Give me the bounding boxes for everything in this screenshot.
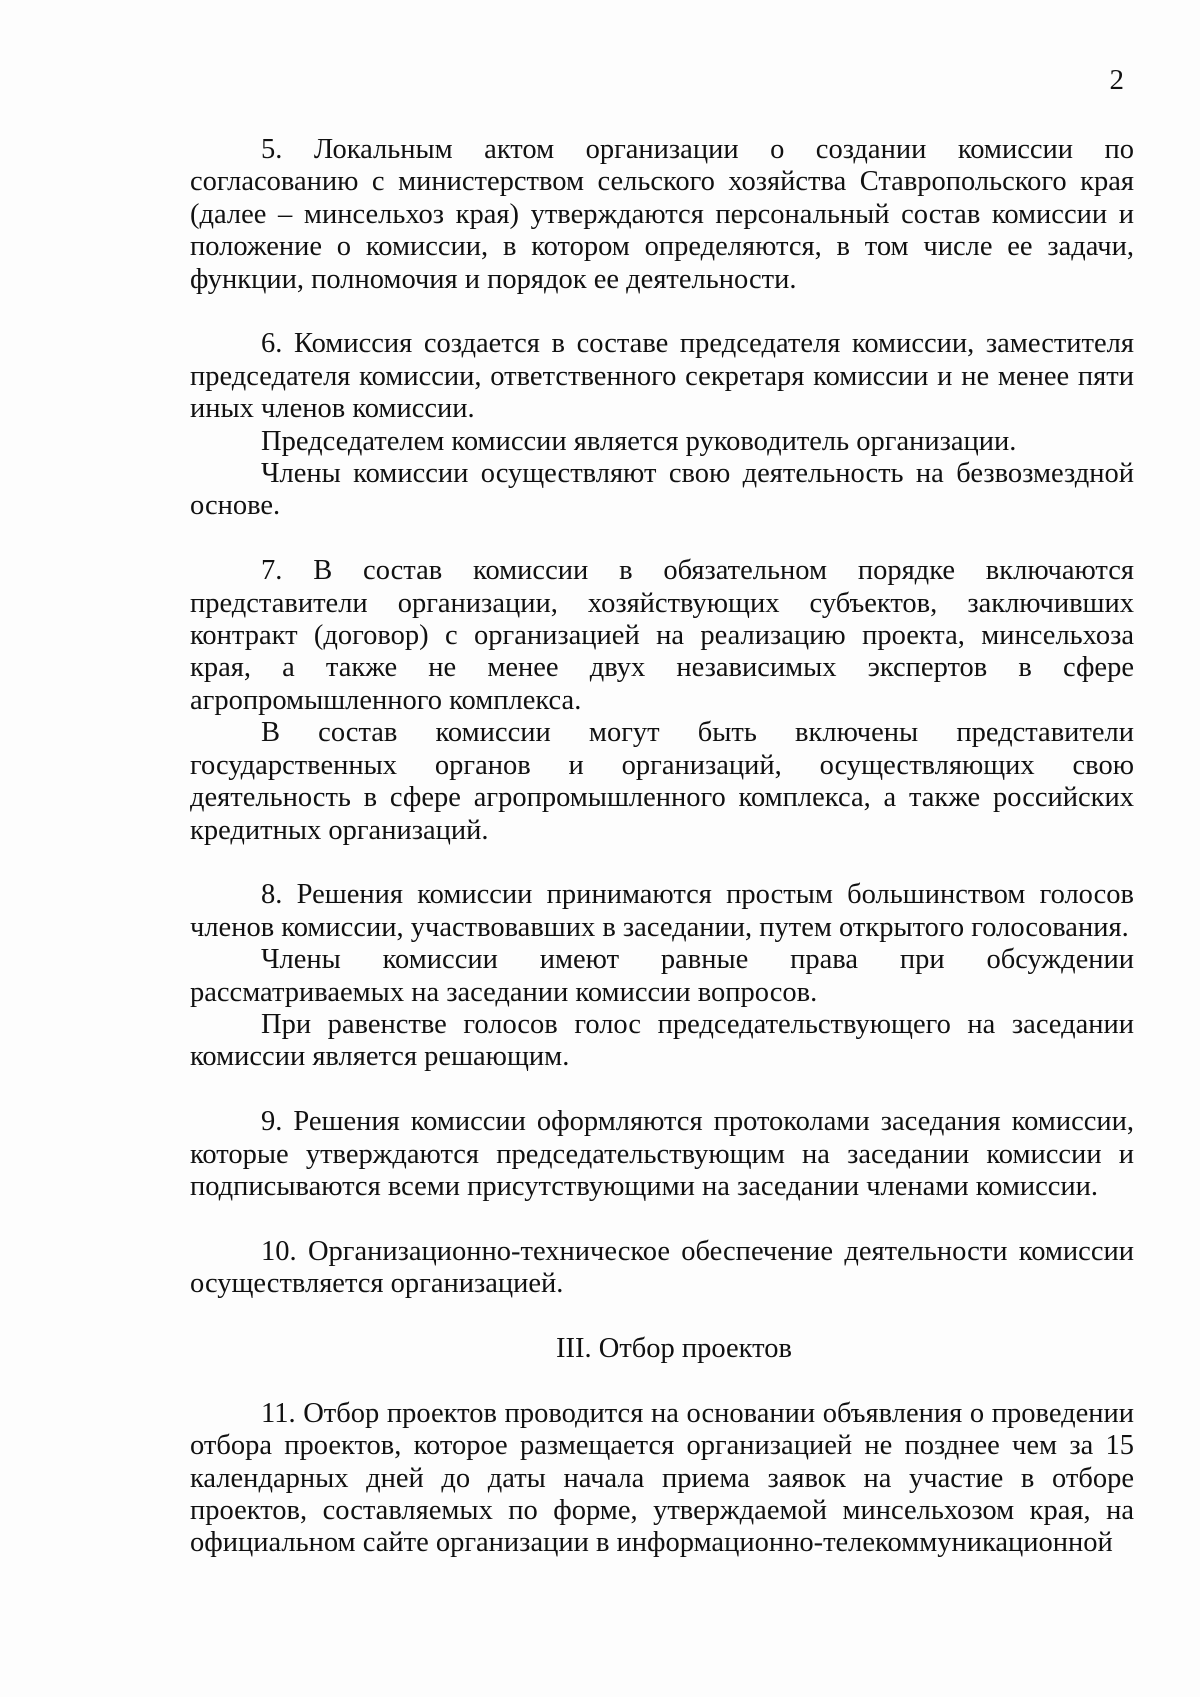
paragraph-10: 10. Организационно-техническое обеспечение деятельности комиссии осуществляется организацией. [190,1235,1134,1300]
paragraph-gap [190,1301,1134,1333]
section-heading: III. Отбор проектов [556,1332,792,1364]
paragraph-6: 6. Комиссия создается в составе председателя комиссии, заместителя председателя комиссии, ответственного секретаря комиссии и не менее пяти иных членов комиссии. [190,328,1134,425]
paragraph-6-members: Члены комиссии осуществляют свою деятельность на безвозмездной основе. [190,458,1134,522]
paragraph-7: 7. В состав комиссии в обязательном порядке включаются представители организации, хозяйствующих субъектов, заключивших контракт (договор) с организацией на реализацию проекта, минсельхоза края, а также не менее двух независимых экспертов в сфере агропромышленного комплекса. [190,555,1134,716]
paragraph-7-additional: В состав комиссии могут быть включены представители государственных органов и организаций, осуществляющих свою деятельность в сфере агропромышленного комплекса, а также российских кредитных организаций. [190,717,1134,846]
paragraph-gap [190,296,1134,328]
paragraph-gap [190,1074,1134,1106]
paragraph-gap [190,1203,1134,1235]
page-number: 2 [1109,64,1124,96]
paragraph-8-tie: При равенстве голосов голос председательствующего на заседании комиссии является решающим. [190,1008,1134,1073]
paragraph-gap [190,523,1134,555]
paragraph-6-chairman: Председателем комиссии является руководитель организации. [261,425,1017,457]
paragraph-gap [190,847,1134,879]
paragraph-8-rights: Члены комиссии имеют равные права при обсуждении рассматриваемых на заседании комиссии вопросов. [190,944,1134,1008]
paragraph-8: 8. Решения комиссии принимаются простым большинством голосов членов комиссии, участвовавших в заседании, путем открытого голосования. [190,879,1134,943]
paragraph-11: 11. Отбор проектов проводится на основании объявления о проведении отбора проектов, которое размещается организацией не позднее чем за 15 календарных дней до даты начала приема заявок на участие в отборе проектов, составляемых по форме, утверждаемой минсельхозом края, на официальном сайте организации в информационно-телекоммуникационной [190,1397,1134,1559]
paragraph-gap [190,1365,1134,1397]
document-body [190,134,1134,1560]
paragraph-5: 5. Локальным актом организации о создании комиссии по согласованию с министерством сельского хозяйства Ставропольского края (далее – минсельхоз края) утверждаются персональный состав комиссии и положение о комиссии, в котором определяются, в том числе ее задачи, функции, полномочия и порядок ее деятельности. [190,134,1134,295]
paragraph-9: 9. Решения комиссии оформляются протоколами заседания комиссии, которые утверждаются председательствующим на заседании комиссии и подписываются всеми присутствующими на заседании членами комиссии. [190,1106,1134,1202]
